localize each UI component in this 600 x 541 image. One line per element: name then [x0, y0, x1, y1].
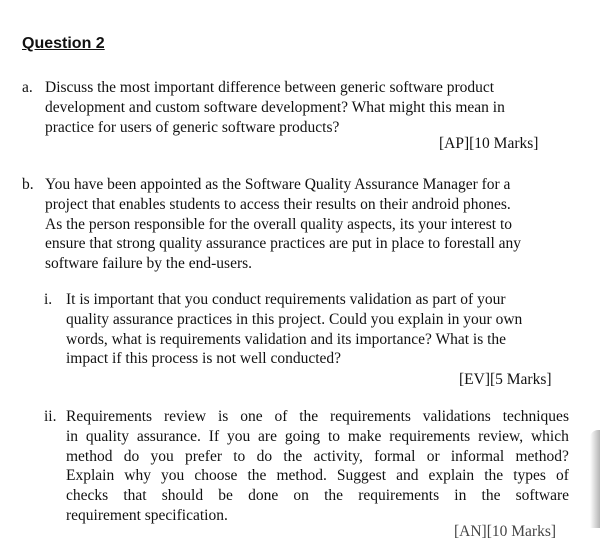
part-b-text	[45, 175, 521, 274]
word: review	[163, 408, 207, 425]
word: that	[123, 487, 147, 505]
word: one	[240, 408, 263, 425]
word: assurance.	[136, 427, 201, 445]
word: in	[66, 427, 79, 445]
word: you	[150, 447, 174, 465]
word: method?	[515, 447, 569, 465]
word: on	[293, 487, 309, 505]
word: method.	[276, 467, 327, 485]
word: are	[258, 427, 277, 445]
word: make	[347, 427, 382, 445]
subpart-ii-line	[66, 427, 569, 447]
word: checks	[66, 487, 109, 505]
word: If	[208, 427, 220, 445]
part-a-line: development and custom software development? What might this mean in	[45, 98, 505, 116]
word: Suggest	[336, 467, 386, 485]
word: and	[396, 467, 419, 485]
word: the	[299, 408, 319, 425]
word: you	[161, 467, 185, 485]
part-a-marks: [AP][10 Marks]	[439, 135, 539, 152]
subpart-i-line: impact if this process is not well conducted?	[66, 350, 342, 368]
subpart-ii-line: requirement specification.	[66, 506, 228, 524]
word: the	[481, 487, 501, 505]
subpart-ii-line	[66, 407, 569, 427]
subpart-i-line: words, what is requirements validation and its importance? What is the	[66, 330, 507, 348]
word: requirements	[358, 487, 440, 505]
word: validations	[422, 408, 491, 425]
word: you	[226, 427, 251, 445]
word: review,	[478, 427, 524, 445]
subpart-ii-line	[66, 486, 569, 506]
subpart-i-marker: i.	[44, 291, 53, 308]
word: why	[124, 467, 151, 485]
word: do	[123, 447, 140, 465]
word: the	[484, 467, 504, 485]
word: which	[530, 427, 569, 445]
word: is	[217, 408, 229, 425]
word: explain	[428, 467, 475, 485]
word: done	[248, 487, 279, 505]
page-edge-shadow	[590, 430, 600, 528]
subpart-ii-line	[66, 466, 569, 486]
word: the	[283, 447, 303, 465]
subpart-i-line: quality assurance practices in this project. Could you explain in your own	[66, 310, 523, 328]
part-b-line: ensure that strong quality assurance practices are put in place to forestall any	[45, 235, 522, 253]
word: the	[247, 467, 267, 485]
part-a-marker: a.	[22, 79, 33, 96]
word: to	[327, 427, 341, 445]
word: be	[218, 487, 233, 505]
word: types	[513, 467, 546, 485]
word: to	[233, 447, 246, 465]
word: or	[426, 447, 440, 465]
part-b-marker: b.	[22, 176, 34, 193]
word: Explain	[66, 467, 115, 485]
part-b-line: project that enables students to access their results on their android phones.	[45, 195, 511, 213]
subpart-i-marks: [EV][5 Marks]	[459, 371, 552, 388]
question-title: Question 2	[22, 35, 105, 52]
word: prefer	[185, 447, 222, 465]
word: software	[515, 487, 569, 505]
part-a-line: Discuss the most important difference between generic software product	[45, 79, 495, 96]
part-b-line: As the person responsible for the overall quality aspects, its your interest to	[45, 215, 513, 233]
word: quality	[85, 427, 129, 445]
word: do	[256, 447, 273, 465]
word: method	[66, 447, 113, 465]
word: requirements	[330, 408, 411, 425]
subpart-ii-text	[66, 407, 569, 526]
part-b-line: You have been appointed as the Software Quality Assurance Manager for a	[45, 176, 511, 193]
word: of	[555, 467, 569, 485]
word: choose	[194, 467, 238, 485]
word: Requirements	[66, 408, 153, 425]
word: requirements	[389, 427, 471, 445]
word: informal	[450, 447, 505, 465]
word: going	[284, 427, 321, 445]
subpart-ii-line	[66, 447, 569, 467]
subpart-i-line: It is important that you conduct requirements validation as part of your	[66, 291, 506, 308]
word: in	[454, 487, 467, 505]
subpart-i-text	[66, 290, 522, 369]
part-a-text	[45, 78, 505, 137]
word: the	[324, 487, 344, 505]
subpart-ii-marks: [AN][10 Marks]	[454, 523, 557, 540]
word: should	[161, 487, 204, 505]
word: of	[274, 408, 288, 425]
part-a-line: practice for users of generic software products?	[45, 118, 340, 136]
word: formal	[374, 447, 416, 465]
word: activity,	[313, 447, 363, 465]
word: techniques	[502, 408, 569, 425]
part-b-line: software failure by the end-users.	[45, 255, 253, 273]
subpart-ii-marker: ii.	[44, 408, 57, 425]
